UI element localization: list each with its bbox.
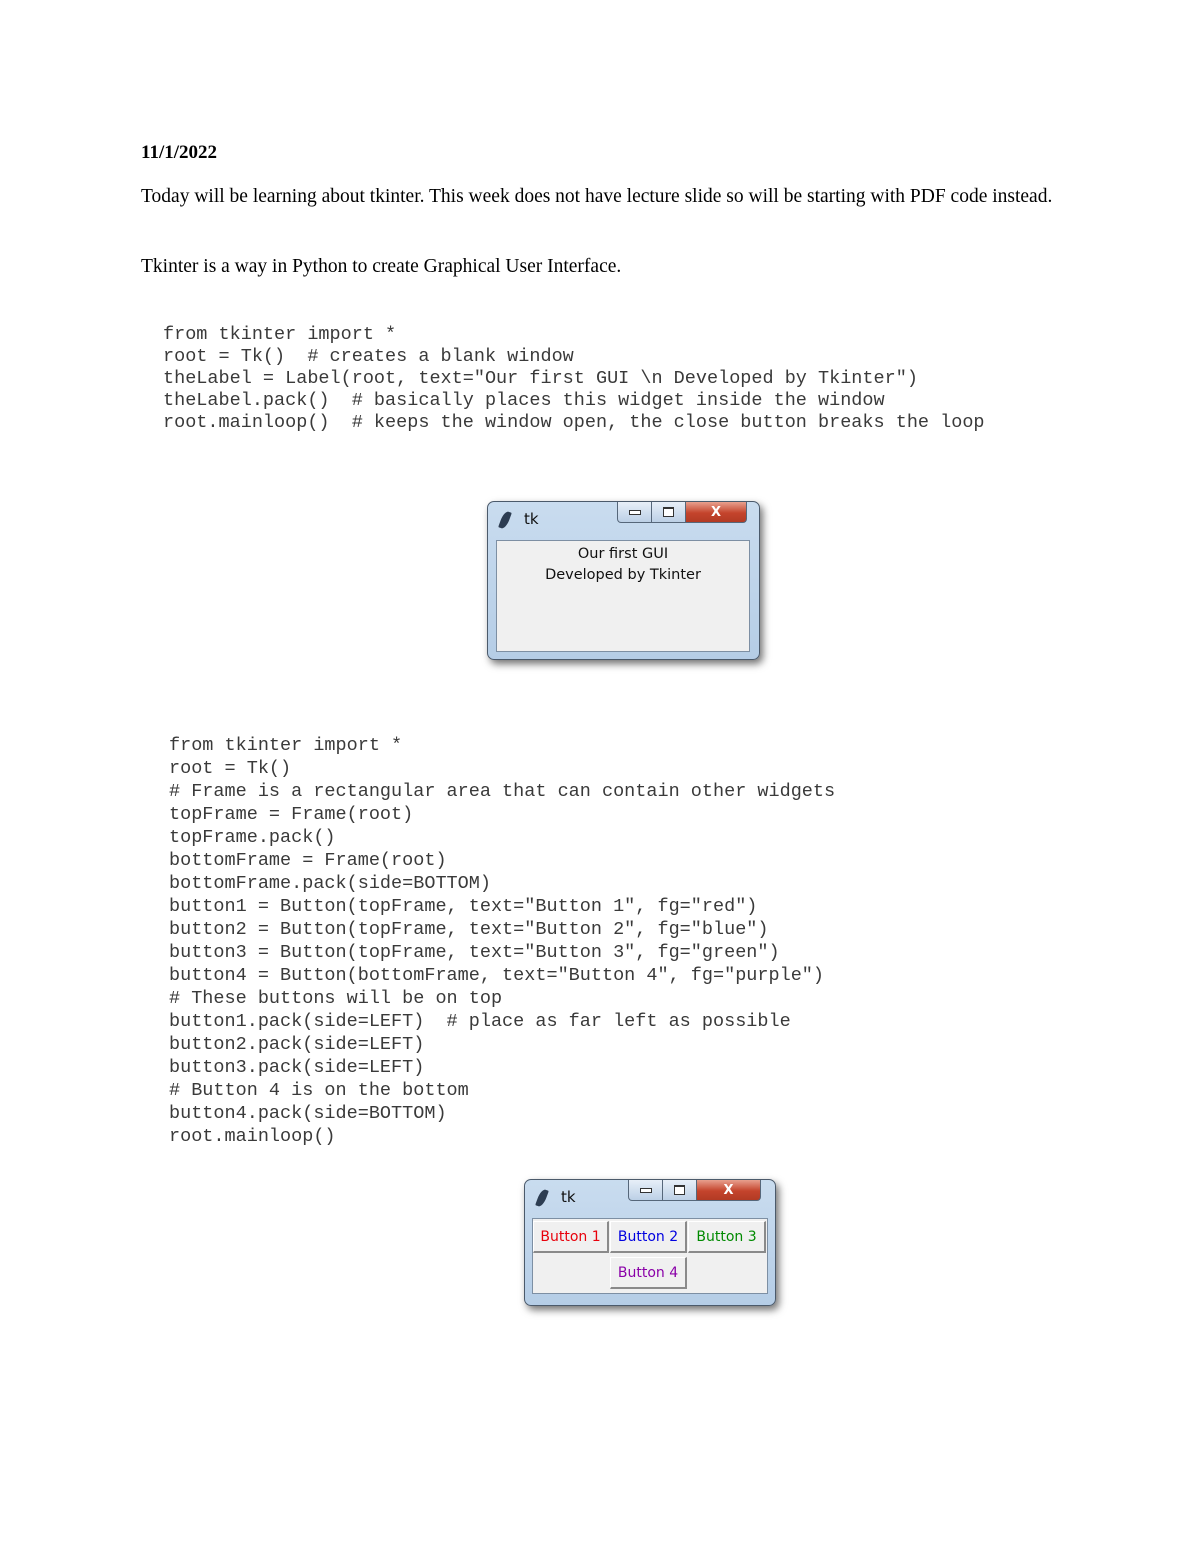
close-icon: X: [723, 1182, 734, 1198]
code-line: bottomFrame.pack(side=BOTTOM): [169, 873, 491, 894]
code-line: topFrame = Frame(root): [169, 804, 414, 825]
window-client-area: [532, 1218, 768, 1294]
maximize-button[interactable]: [662, 1180, 697, 1201]
code-line: button2.pack(side=LEFT): [169, 1034, 425, 1055]
window-client-area: [496, 540, 750, 652]
tkinter-definition-paragraph: Tkinter is a way in Python to create Graphical User Interface.: [141, 256, 622, 277]
button-4[interactable]: [610, 1257, 687, 1289]
document-date: 11/1/2022: [141, 142, 218, 163]
code-line: button4.pack(side=BOTTOM): [169, 1103, 447, 1124]
gui-label-line-1: Our first GUI: [577, 546, 669, 562]
code-line: theLabel.pack() # basically places this widget inside the window: [163, 390, 885, 411]
minimize-button[interactable]: [628, 1180, 663, 1201]
code-line: button1.pack(side=LEFT) # place as far left as possible: [169, 1011, 791, 1032]
button-4-label: Button 4: [617, 1264, 679, 1281]
window-title: tk: [524, 510, 539, 528]
maximize-button[interactable]: [651, 502, 686, 523]
code-line: # These buttons will be on top: [169, 988, 503, 1009]
minimize-icon: [640, 1188, 652, 1193]
button-1-label: Button 1: [540, 1228, 601, 1245]
code-line: root.mainloop(): [169, 1126, 336, 1147]
maximize-icon: [663, 507, 674, 517]
window-title: tk: [561, 1188, 576, 1206]
code-line: button3.pack(side=LEFT): [169, 1057, 425, 1078]
gui-label-line-2: Developed by Tkinter: [545, 567, 701, 583]
button-3[interactable]: [688, 1221, 766, 1253]
code-line: from tkinter import *: [169, 735, 403, 756]
close-button[interactable]: [685, 502, 747, 523]
tk-feather-icon: [535, 1188, 549, 1208]
tk-window-buttons-screenshot: [524, 1179, 776, 1306]
button-2-label: Button 2: [617, 1228, 679, 1245]
code-block-frames-example: [169, 734, 835, 1148]
button-3-label: Button 3: [696, 1228, 757, 1245]
button-2[interactable]: [610, 1221, 687, 1253]
close-icon: X: [710, 504, 722, 520]
code-line: topFrame.pack(): [169, 827, 336, 848]
code-line: button4 = Button(bottomFrame, text="Button 4", fg="purple"): [169, 965, 825, 986]
code-line: root = Tk() # creates a blank window: [163, 346, 574, 367]
intro-paragraph: Today will be learning about tkinter. This week does not have lecture slide so will be starting with PDF code instead.: [141, 186, 1053, 207]
tk-window-label-screenshot: [487, 501, 760, 660]
code-line: bottomFrame = Frame(root): [169, 850, 447, 871]
tk-feather-icon: [498, 510, 512, 530]
minimize-button[interactable]: [617, 502, 652, 523]
code-line: root = Tk(): [169, 758, 292, 779]
maximize-icon: [674, 1185, 685, 1195]
code-line: button1 = Button(topFrame, text="Button 1", fg="red"): [169, 896, 758, 917]
close-button[interactable]: [696, 1180, 761, 1201]
code-line: root.mainloop() # keeps the window open, the close button breaks the loop: [163, 412, 985, 433]
code-line: from tkinter import *: [163, 324, 397, 345]
button-1[interactable]: [533, 1221, 609, 1253]
minimize-icon: [629, 510, 641, 515]
code-line: # Frame is a rectangular area that can contain other widgets: [169, 781, 836, 802]
code-line: button2 = Button(topFrame, text="Button 2", fg="blue"): [169, 919, 769, 940]
code-line: theLabel = Label(root, text="Our first GUI \n Developed by Tkinter"): [163, 368, 918, 389]
code-line: # Button 4 is on the bottom: [169, 1080, 469, 1101]
code-line: button3 = Button(topFrame, text="Button 3", fg="green"): [169, 942, 780, 963]
code-block-label-example: [163, 324, 985, 434]
